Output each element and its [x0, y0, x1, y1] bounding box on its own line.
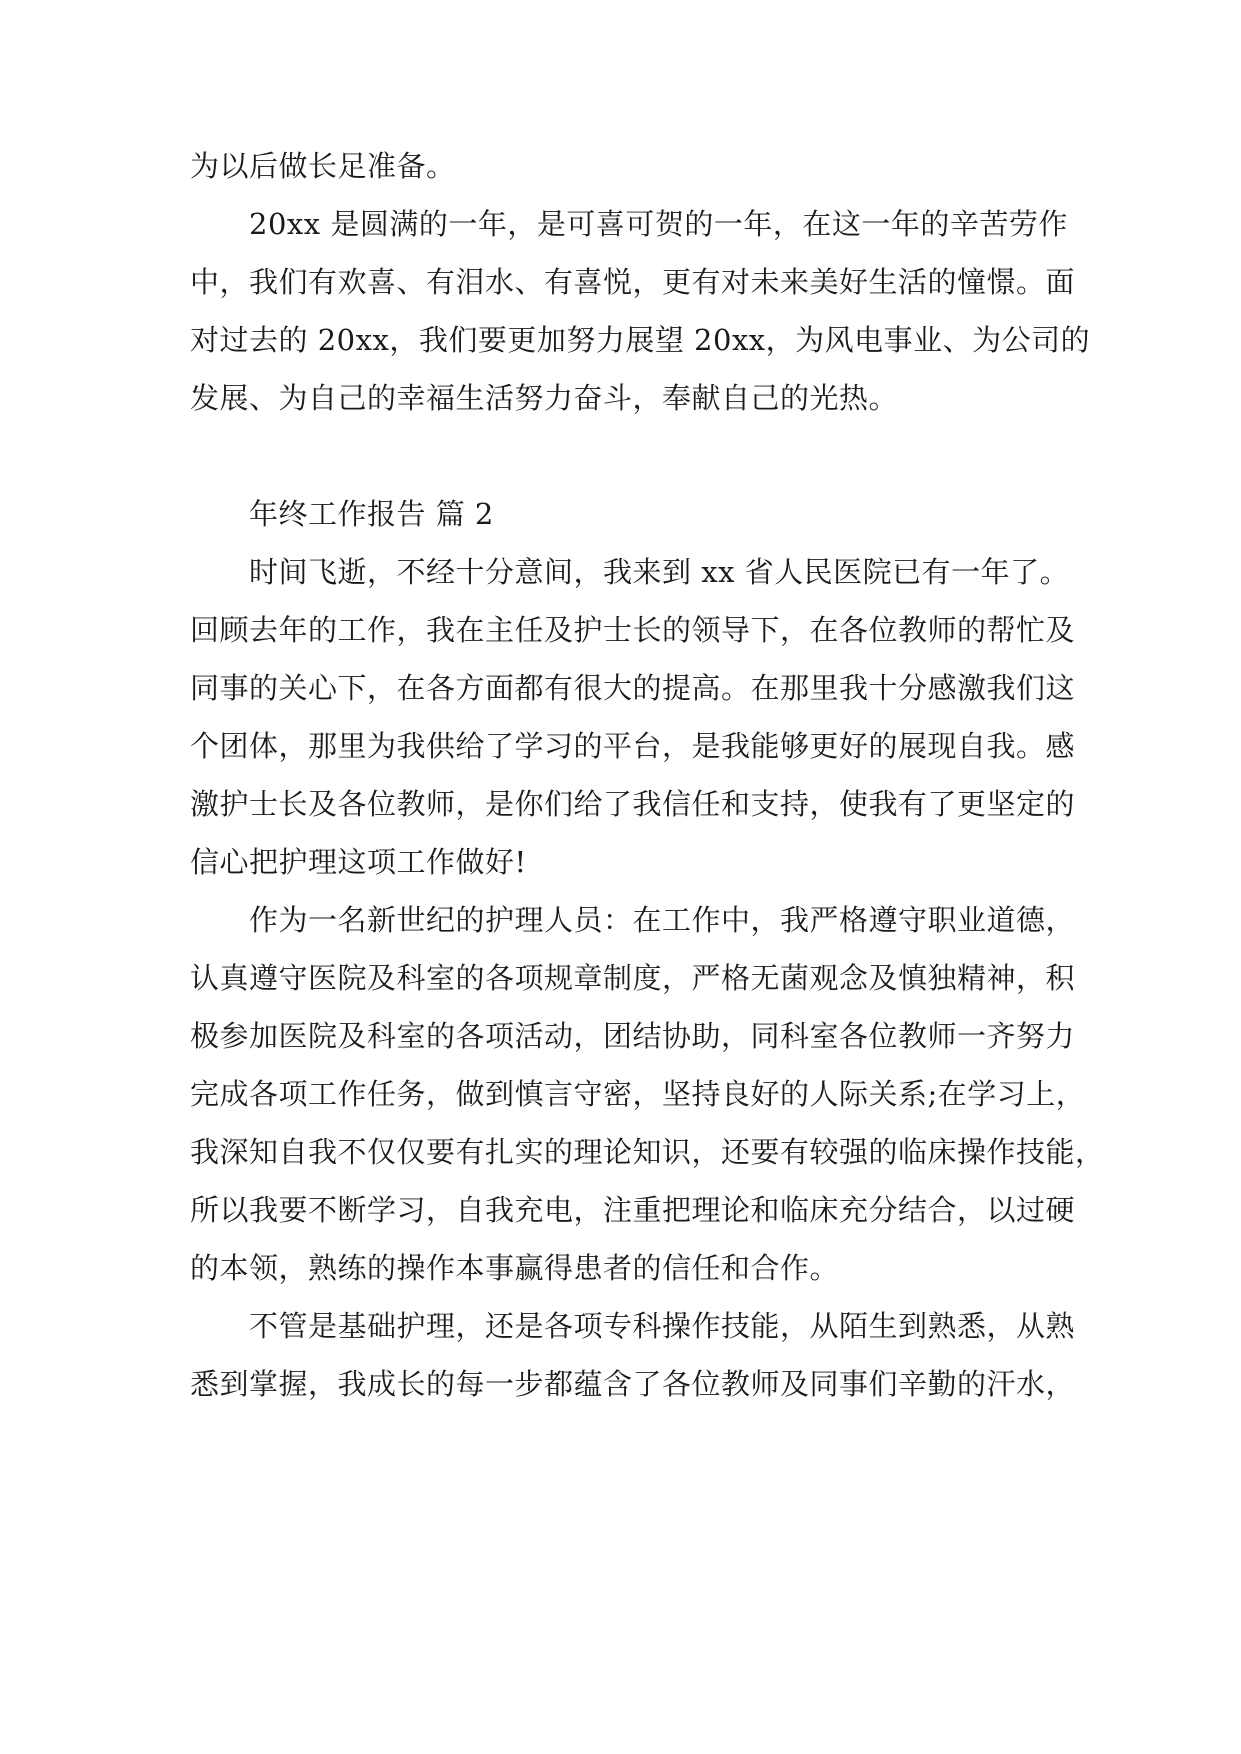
text-line: 回顾去年的工作，我在主任及护士长的领导下，在各位教师的帮忙及: [190, 613, 1076, 647]
text-line: 极参加医院及科室的各项活动，团结协助，同科室各位教师一齐努力: [190, 1019, 1076, 1053]
text-line: 信心把护理这项工作做好!: [190, 845, 527, 879]
text-line: 对过去的 20xx，我们要更加努力展望 20xx，为风电事业、为公司的: [190, 323, 1091, 357]
text-line: 我深知自我不仅仅要有扎实的理论知识，还要有较强的临床操作技能，: [190, 1135, 1105, 1169]
paragraph-first-line: 不管是基础护理，还是各项专科操作技能，从陌生到熟悉，从熟: [249, 1309, 1076, 1343]
text-line: 中，我们有欢喜、有泪水、有喜悦，更有对未来美好生活的憧憬。面: [190, 265, 1076, 299]
text-line: 悉到掌握，我成长的每一步都蕴含了各位教师及同事们辛勤的汗水，: [190, 1367, 1076, 1401]
section-heading: 年终工作报告 篇 2: [249, 497, 494, 531]
text-line: 认真遵守医院及科室的各项规章制度，严格无菌观念及慎独精神，积: [190, 961, 1076, 995]
text-line: 同事的关心下，在各方面都有很大的提高。在那里我十分感激我们这: [190, 671, 1076, 705]
text-line: 所以我要不断学习，自我充电，注重把理论和临床充分结合，以过硬: [190, 1193, 1076, 1227]
text-line: 的本领，熟练的操作本事赢得患者的信任和合作。: [190, 1251, 840, 1285]
text-line: 发展、为自己的幸福生活努力奋斗，奉献自己的光热。: [190, 381, 899, 415]
text-line: 个团体，那里为我供给了学习的平台，是我能够更好的展现自我。感: [190, 729, 1076, 763]
paragraph-first-line: 时间飞逝，不经十分意间，我来到 xx 省人民医院已有一年了。: [249, 555, 1070, 589]
paragraph-first-line: 20xx 是圆满的一年，是可喜可贺的一年，在这一年的辛苦劳作: [249, 207, 1068, 241]
paragraph-first-line: 作为一名新世纪的护理人员：在工作中，我严格遵守职业道德，: [249, 903, 1076, 937]
text-line: 为以后做长足准备。: [190, 149, 456, 183]
text-line: 激护士长及各位教师，是你们给了我信任和支持，使我有了更坚定的: [190, 787, 1076, 821]
text-line: 完成各项工作任务，做到慎言守密，坚持良好的人际关系;在学习上，: [190, 1077, 1086, 1111]
